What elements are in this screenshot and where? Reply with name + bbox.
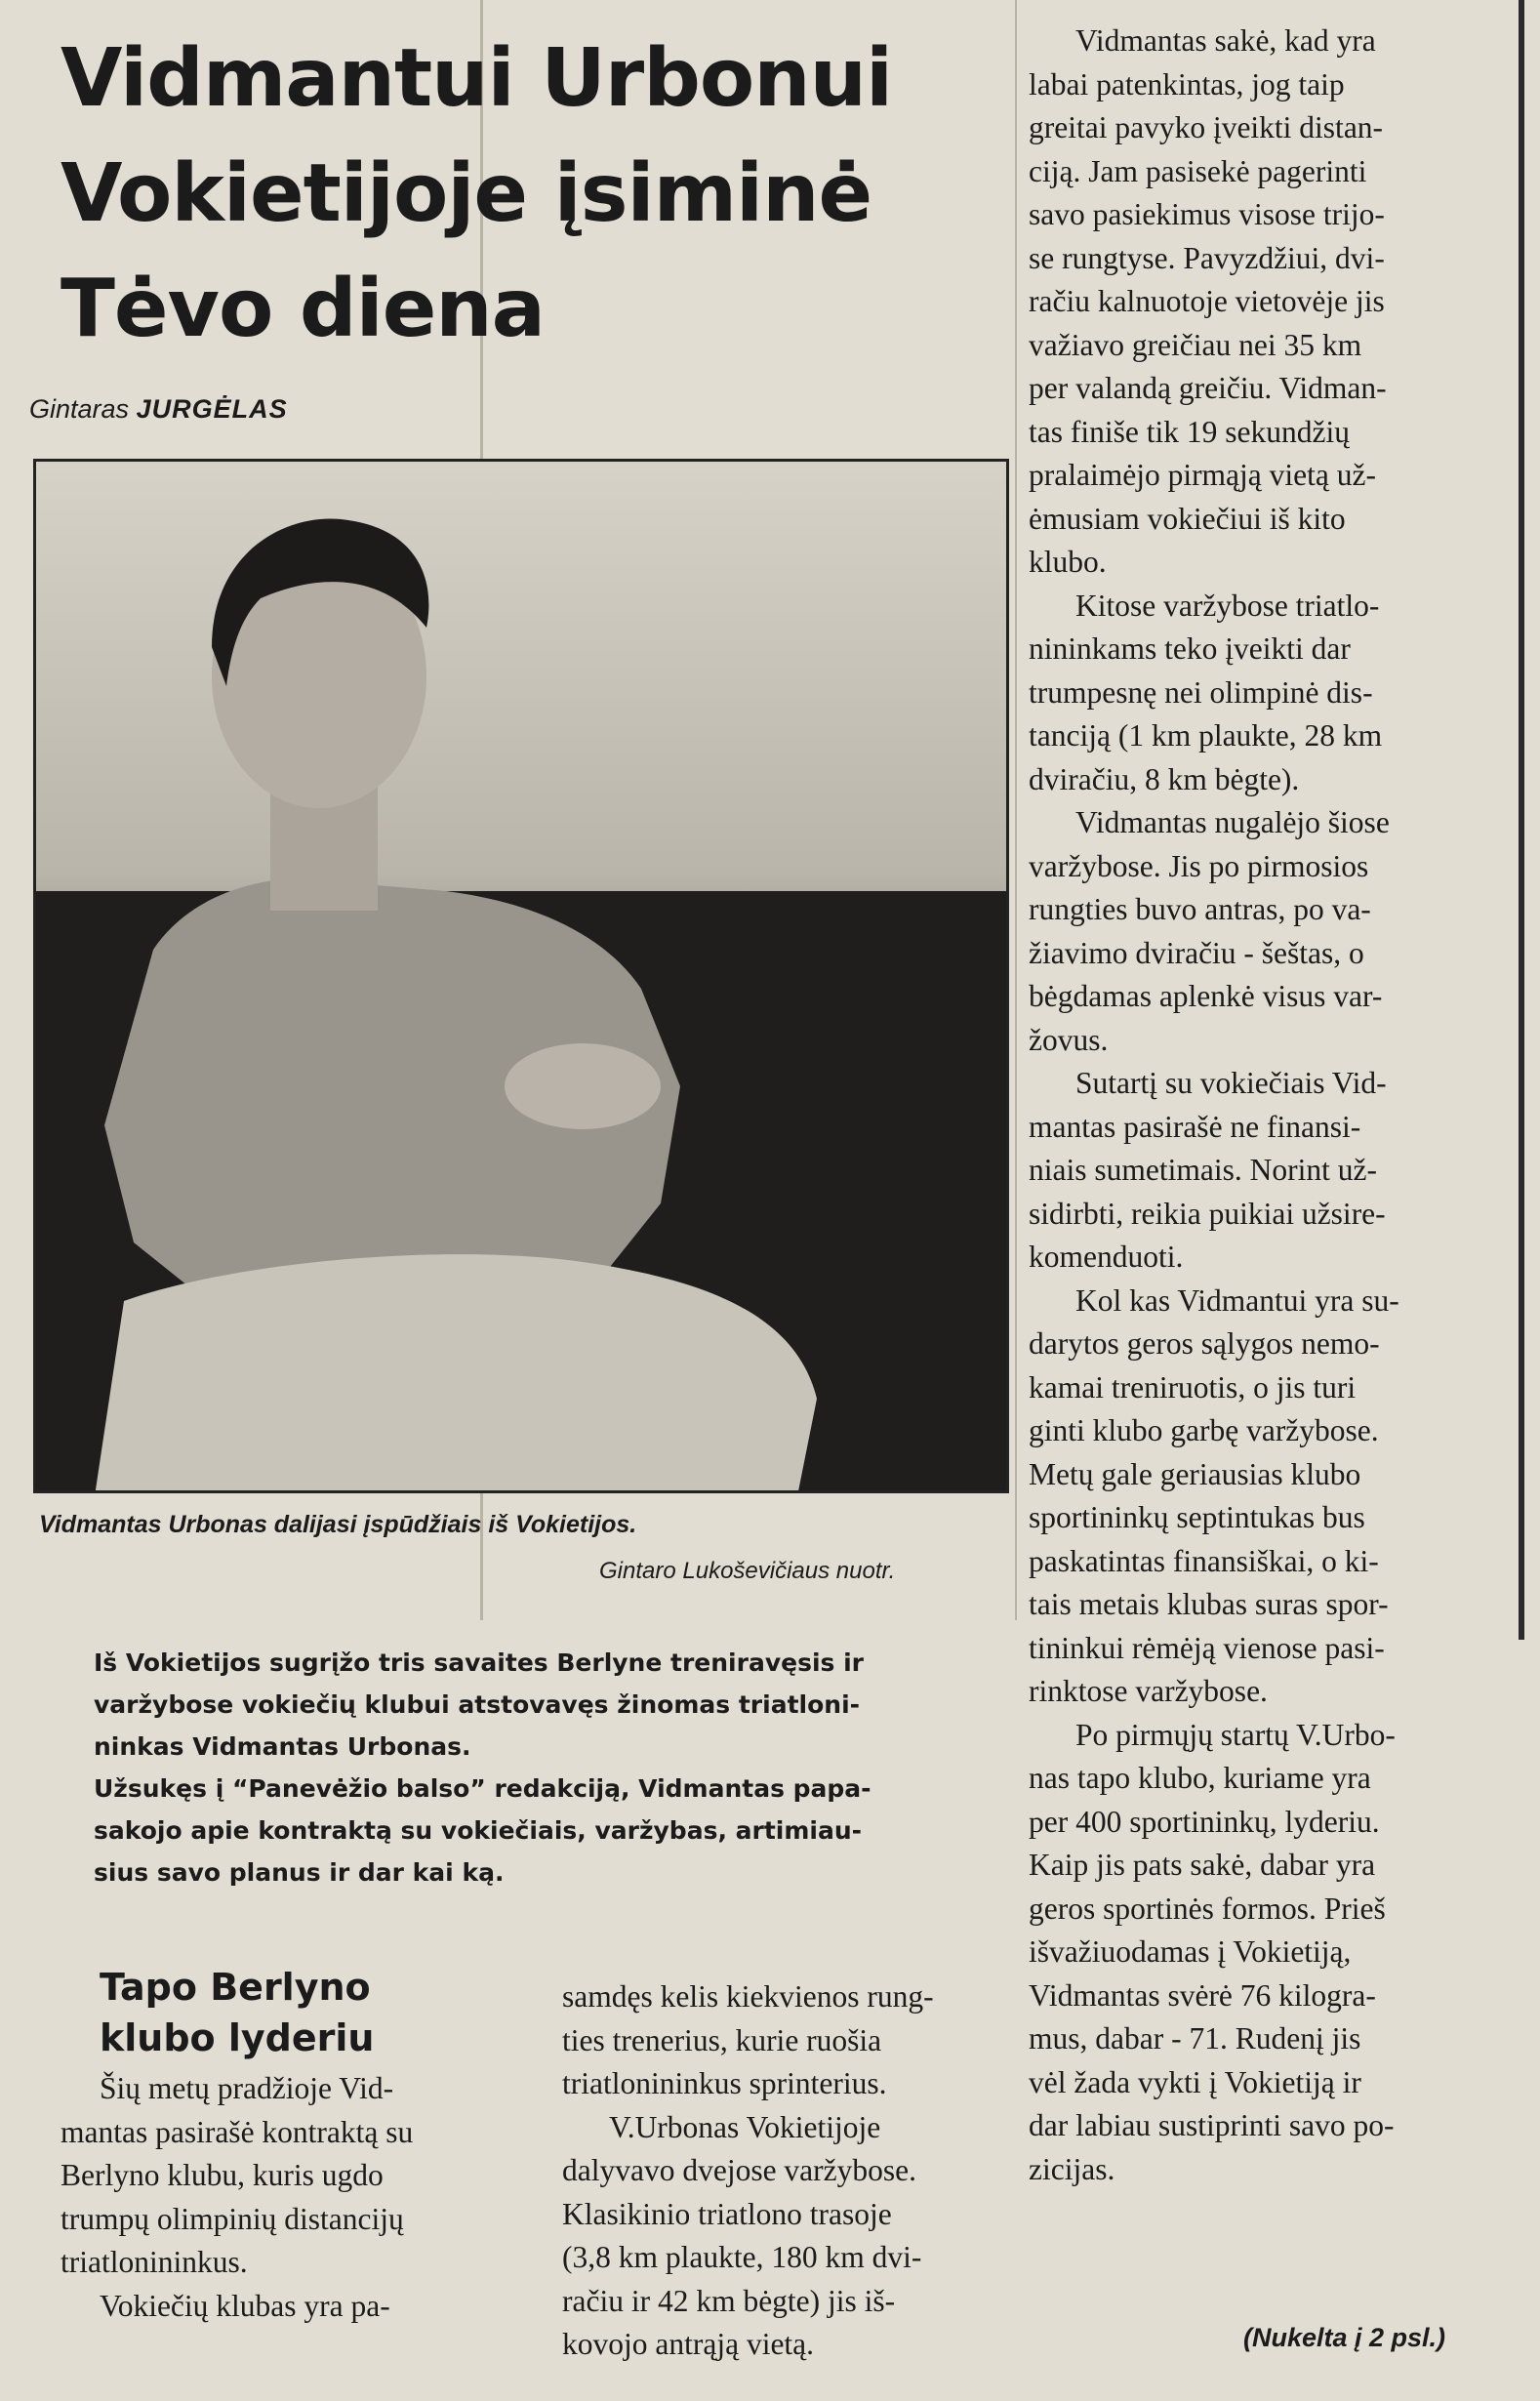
text-line: ginti klubo garbę varžybose. [1029,1413,1379,1447]
text-line: ciją. Jam pasisekė pagerinti [1029,153,1367,188]
page-edge-bar [1519,0,1524,1640]
text-line: (3,8 km plaukte, 180 km dvi- [562,2240,922,2274]
text-line: zicijas. [1029,2151,1115,2186]
text-line: pralaimėjo pirmąją vietą už- [1029,458,1376,492]
text-line: Šių metų pradžioje Vid- [100,2071,394,2105]
text-line: Vidmantas svėrė 76 kilogra- [1029,1977,1376,2013]
text-line: ties trenerius, kurie ruošia [562,2022,882,2057]
text-line: rinktose varžybose. [1029,1674,1268,1708]
text-line: sidirbti, reikia puikiai užsire- [1029,1196,1386,1231]
article-photo [33,459,1009,1493]
section-subheading [100,1962,374,2063]
text-line: dar labiau sustiprinti savo po- [1029,2108,1395,2142]
text-line: V.Urbonas Vokietijoje [609,2109,881,2144]
text-line: rungties buvo antras, po va- [1029,892,1371,926]
text-line: Berlyno klubu, kuris ugdo [61,2158,384,2192]
text-line: ėmusiam vokiečiui iš kito [1029,501,1346,536]
text-line: Metų gale geriausias klubo [1029,1456,1361,1491]
text-line: tas finiše tik 19 sekundžių [1029,414,1350,449]
bleed-column-rule [1015,0,1017,1620]
text-line: varžybose. Jis po pirmosios [1029,848,1369,883]
text-column-1 [61,2067,413,2328]
text-line: dalyvavo dvejose varžybose. [562,2153,917,2187]
text-line: tanciją (1 km plaukte, 28 km [1029,718,1383,753]
headline [61,21,997,367]
photo-credit: Gintaro Lukoševičiaus nuotr. [599,1558,896,1584]
text-line: račiu ir 42 km bėgte) jis iš- [562,2283,896,2318]
text-line: Po pirmųjų startų V.Urbo- [1075,1717,1396,1752]
text-line: tininkui rėmėją vienose pasi- [1029,1630,1385,1665]
photo-illustration [36,462,1009,1493]
text-line: žovus. [1029,1022,1109,1057]
text-line: kovojo antrąją vietą. [562,2327,815,2361]
text-line: važiavo greičiau nei 35 km [1029,327,1362,362]
text-line: račiu kalnuotoje vietovėje jis [1029,284,1385,318]
text-line: nas tapo klubo, kuriame yra [1029,1761,1371,1795]
text-line: per 400 sportininkų, lyderiu. [1029,1804,1380,1839]
text-line: nininkams teko įveikti dar [1029,631,1351,666]
text-line: paskatintas finansiškai, o ki- [1029,1543,1379,1578]
text-line: Kaip jis pats sakė, dabar yra [1029,1848,1376,1882]
text-line: kamai treniruotis, o jis turi [1029,1369,1357,1404]
text-line: greitai pavyko įveikti distan- [1029,110,1384,144]
text-line: Vidmantas nugalėjo šiose [1075,805,1390,839]
text-line: trumpesnę nei olimpinė dis- [1029,674,1373,710]
text-line: triatlonininkus sprinterius. [562,2066,887,2100]
text-line: dviračiu, 8 km bėgte). [1029,761,1300,796]
text-line: tais metais klubas suras spor- [1029,1587,1389,1621]
subheading-line: klubo lyderiu [100,2016,375,2059]
article-lead [94,1642,1031,1893]
text-line: sportininkų septintukas bus [1029,1500,1365,1534]
byline [29,394,288,425]
lead-line: Užsukęs į “Panevėžio balso” redakciją, Vidmantas papa- [94,1774,871,1803]
text-line: geros sportinės formos. Prieš [1029,1891,1386,1926]
text-line: klubo. [1029,545,1107,579]
text-line: bėgdamas aplenkė visus var- [1029,979,1383,1013]
text-line: Sutartį su vokiečiais Vid- [1075,1066,1387,1100]
text-line: Vokiečių klubas yra pa- [100,2288,390,2323]
text-line: triatlonininkus. [61,2245,248,2279]
byline-first-name: Gintaras [29,394,130,424]
byline-last-name: JURGĖLAS [136,394,288,424]
text-line: se rungtyse. Pavyzdžiui, dvi- [1029,240,1385,275]
text-line: niais sumetimais. Norint už- [1029,1153,1377,1187]
text-line: Klasikinio triatlono trasoje [562,2196,892,2231]
headline-line: Vokietijoje įsiminė [61,147,872,240]
text-line: samdęs kelis kiekvienos rung- [562,1979,934,2014]
text-column-2 [562,1975,934,2367]
text-line: Kol kas Vidmantui yra su- [1075,1282,1399,1318]
text-line: savo pasiekimus visose trijo- [1029,197,1385,231]
text-column-3 [1029,20,1399,2191]
continuation-note: (Nukelta į 2 psl.) [1243,2323,1446,2352]
text-line: išvažiuodamas į Vokietiją, [1029,1934,1352,1969]
text-line: mantas pasirašė kontraktą su [61,2114,414,2149]
photo-hands [505,1043,661,1129]
text-line: darytos geros sąlygos nemo- [1029,1326,1380,1361]
lead-line: ninkas Vidmantas Urbonas. [94,1732,471,1761]
text-line: labai patenkintas, jog taip [1029,66,1345,102]
photo-caption: Vidmantas Urbonas dalijasi įspūdžiais iš Vokietijos. [39,1511,637,1538]
text-line: vėl žada vykti į Vokietiją ir [1029,2064,1361,2099]
lead-line: sakojo apie kontraktą su vokiečiais, varžybas, artimiau- [94,1816,863,1845]
text-line: mus, dabar - 71. Rudenį jis [1029,2021,1361,2055]
text-line: žiavimo dviračiu - šeštas, o [1029,935,1364,970]
headline-line: Tėvo diena [61,263,546,355]
text-line: per valandą greičiu. Vidman- [1029,371,1387,405]
lead-line: Iš Vokietijos sugrįžo tris savaites Berlyne treniravęsis ir [94,1648,865,1677]
text-line: komenduoti. [1029,1240,1184,1274]
text-line: Vidmantas sakė, kad yra [1075,23,1376,58]
text-line: trumpų olimpinių distancijų [61,2201,404,2236]
headline-line: Vidmantui Urbonui [61,32,893,125]
text-line: Kitose varžybose triatlo- [1075,588,1380,623]
subheading-line: Tapo Berlyno [100,1966,371,2009]
lead-line: varžybose vokiečių klubui atstovavęs žinomas triatloni- [94,1690,861,1719]
text-line: mantas pasirašė ne finansi- [1029,1109,1361,1144]
lead-line: sius savo planus ir dar kai ką. [94,1858,505,1887]
